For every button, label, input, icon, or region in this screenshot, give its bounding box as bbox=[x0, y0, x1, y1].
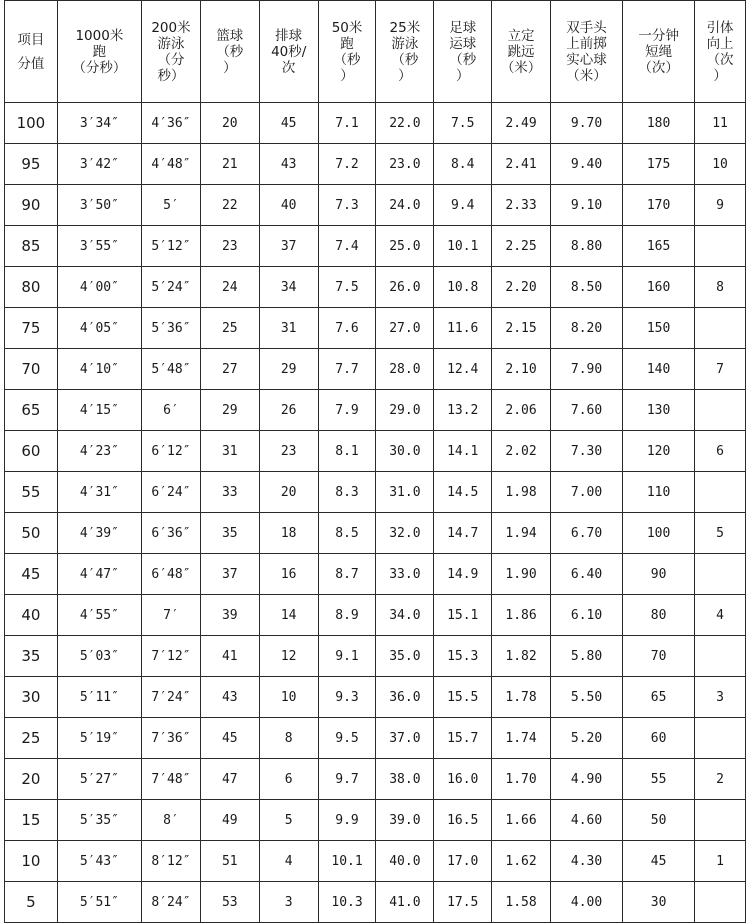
cell-50m-run: 9.1 bbox=[318, 636, 376, 677]
cell-jump-rope: 160 bbox=[623, 267, 695, 308]
table-row bbox=[5, 267, 746, 308]
cell-1000m-run: 5′51″ bbox=[57, 882, 141, 923]
cell-jump-rope: 90 bbox=[623, 554, 695, 595]
cell-standing-long-jump: 2.33 bbox=[492, 185, 551, 226]
cell-football-dribble: 15.1 bbox=[434, 595, 492, 636]
cell-score: 50 bbox=[5, 513, 58, 554]
cell-25m-swim: 41.0 bbox=[376, 882, 434, 923]
cell-jump-rope: 165 bbox=[623, 226, 695, 267]
cell-jump-rope: 70 bbox=[623, 636, 695, 677]
header-jump-rope: 一分钟 短绳 （次） bbox=[623, 1, 695, 103]
header-item-score: 项目 分值 bbox=[5, 1, 58, 103]
cell-50m-run: 10.1 bbox=[318, 841, 376, 882]
cell-200m-swim: 6′24″ bbox=[142, 472, 201, 513]
header-volleyball: 排球 40秒/ 次 bbox=[259, 1, 318, 103]
cell-score: 15 bbox=[5, 800, 58, 841]
cell-score: 35 bbox=[5, 636, 58, 677]
table-row bbox=[5, 800, 746, 841]
header-basketball: 篮球 （秒 ） bbox=[200, 1, 259, 103]
cell-medicine-ball-throw: 5.80 bbox=[551, 636, 623, 677]
header-200m-swim: 200米 游泳 （分 秒） bbox=[142, 1, 201, 103]
cell-medicine-ball-throw: 4.60 bbox=[551, 800, 623, 841]
header-pull-up: 引体 向上 （次 ） bbox=[695, 1, 746, 103]
cell-volleyball: 18 bbox=[259, 513, 318, 554]
table-row bbox=[5, 718, 746, 759]
table-row bbox=[5, 226, 746, 267]
cell-medicine-ball-throw: 6.10 bbox=[551, 595, 623, 636]
cell-50m-run: 8.3 bbox=[318, 472, 376, 513]
cell-score: 95 bbox=[5, 144, 58, 185]
cell-200m-swim: 8′12″ bbox=[142, 841, 201, 882]
cell-basketball: 21 bbox=[200, 144, 259, 185]
cell-200m-swim: 6′36″ bbox=[142, 513, 201, 554]
table-row bbox=[5, 185, 746, 226]
cell-standing-long-jump: 1.94 bbox=[492, 513, 551, 554]
cell-50m-run: 8.5 bbox=[318, 513, 376, 554]
table-body bbox=[5, 103, 746, 923]
header-25m-swim: 25米 游泳 （秒 ） bbox=[376, 1, 434, 103]
cell-score: 20 bbox=[5, 759, 58, 800]
cell-pull-up bbox=[695, 308, 746, 349]
cell-1000m-run: 4′31″ bbox=[57, 472, 141, 513]
cell-pull-up bbox=[695, 472, 746, 513]
table-row bbox=[5, 595, 746, 636]
cell-50m-run: 8.9 bbox=[318, 595, 376, 636]
cell-medicine-ball-throw: 6.70 bbox=[551, 513, 623, 554]
table-row bbox=[5, 144, 746, 185]
cell-1000m-run: 5′35″ bbox=[57, 800, 141, 841]
cell-football-dribble: 17.5 bbox=[434, 882, 492, 923]
table-row bbox=[5, 841, 746, 882]
cell-basketball: 23 bbox=[200, 226, 259, 267]
cell-200m-swim: 5′24″ bbox=[142, 267, 201, 308]
cell-volleyball: 3 bbox=[259, 882, 318, 923]
cell-pull-up bbox=[695, 636, 746, 677]
cell-25m-swim: 31.0 bbox=[376, 472, 434, 513]
cell-volleyball: 12 bbox=[259, 636, 318, 677]
cell-score: 5 bbox=[5, 882, 58, 923]
cell-standing-long-jump: 2.20 bbox=[492, 267, 551, 308]
cell-jump-rope: 140 bbox=[623, 349, 695, 390]
cell-200m-swim: 7′ bbox=[142, 595, 201, 636]
cell-25m-swim: 30.0 bbox=[376, 431, 434, 472]
cell-200m-swim: 5′12″ bbox=[142, 226, 201, 267]
cell-medicine-ball-throw: 7.60 bbox=[551, 390, 623, 431]
cell-standing-long-jump: 1.82 bbox=[492, 636, 551, 677]
header-row bbox=[5, 1, 746, 103]
cell-50m-run: 9.9 bbox=[318, 800, 376, 841]
cell-score: 90 bbox=[5, 185, 58, 226]
cell-200m-swim: 7′36″ bbox=[142, 718, 201, 759]
cell-25m-swim: 39.0 bbox=[376, 800, 434, 841]
cell-standing-long-jump: 1.98 bbox=[492, 472, 551, 513]
header-football-dribble: 足球 运球 （秒 ） bbox=[434, 1, 492, 103]
cell-25m-swim: 29.0 bbox=[376, 390, 434, 431]
cell-basketball: 37 bbox=[200, 554, 259, 595]
cell-pull-up: 9 bbox=[695, 185, 746, 226]
cell-score: 25 bbox=[5, 718, 58, 759]
cell-200m-swim: 4′36″ bbox=[142, 103, 201, 144]
cell-50m-run: 7.2 bbox=[318, 144, 376, 185]
cell-jump-rope: 120 bbox=[623, 431, 695, 472]
cell-score: 70 bbox=[5, 349, 58, 390]
header-50m-run: 50米 跑 （秒 ） bbox=[318, 1, 376, 103]
cell-volleyball: 6 bbox=[259, 759, 318, 800]
cell-medicine-ball-throw: 9.40 bbox=[551, 144, 623, 185]
cell-volleyball: 34 bbox=[259, 267, 318, 308]
cell-football-dribble: 15.5 bbox=[434, 677, 492, 718]
cell-volleyball: 10 bbox=[259, 677, 318, 718]
cell-1000m-run: 5′27″ bbox=[57, 759, 141, 800]
table-row bbox=[5, 636, 746, 677]
cell-25m-swim: 28.0 bbox=[376, 349, 434, 390]
cell-50m-run: 8.1 bbox=[318, 431, 376, 472]
cell-25m-swim: 33.0 bbox=[376, 554, 434, 595]
cell-1000m-run: 3′50″ bbox=[57, 185, 141, 226]
cell-pull-up: 10 bbox=[695, 144, 746, 185]
cell-1000m-run: 4′47″ bbox=[57, 554, 141, 595]
cell-50m-run: 7.5 bbox=[318, 267, 376, 308]
cell-pull-up bbox=[695, 226, 746, 267]
cell-basketball: 45 bbox=[200, 718, 259, 759]
cell-basketball: 29 bbox=[200, 390, 259, 431]
cell-volleyball: 26 bbox=[259, 390, 318, 431]
cell-200m-swim: 6′ bbox=[142, 390, 201, 431]
cell-score: 80 bbox=[5, 267, 58, 308]
cell-25m-swim: 36.0 bbox=[376, 677, 434, 718]
cell-1000m-run: 4′00″ bbox=[57, 267, 141, 308]
cell-medicine-ball-throw: 8.50 bbox=[551, 267, 623, 308]
cell-basketball: 20 bbox=[200, 103, 259, 144]
cell-50m-run: 7.7 bbox=[318, 349, 376, 390]
cell-standing-long-jump: 2.41 bbox=[492, 144, 551, 185]
cell-50m-run: 7.4 bbox=[318, 226, 376, 267]
cell-volleyball: 29 bbox=[259, 349, 318, 390]
cell-basketball: 25 bbox=[200, 308, 259, 349]
cell-50m-run: 7.3 bbox=[318, 185, 376, 226]
cell-25m-swim: 27.0 bbox=[376, 308, 434, 349]
cell-200m-swim: 5′36″ bbox=[142, 308, 201, 349]
table-header bbox=[5, 1, 746, 103]
cell-score: 60 bbox=[5, 431, 58, 472]
cell-score: 30 bbox=[5, 677, 58, 718]
table-row bbox=[5, 390, 746, 431]
cell-volleyball: 45 bbox=[259, 103, 318, 144]
header-standing-long-jump: 立定 跳远 （米） bbox=[492, 1, 551, 103]
cell-football-dribble: 16.5 bbox=[434, 800, 492, 841]
cell-25m-swim: 23.0 bbox=[376, 144, 434, 185]
cell-jump-rope: 180 bbox=[623, 103, 695, 144]
cell-200m-swim: 7′12″ bbox=[142, 636, 201, 677]
cell-standing-long-jump: 1.86 bbox=[492, 595, 551, 636]
cell-standing-long-jump: 1.62 bbox=[492, 841, 551, 882]
cell-25m-swim: 22.0 bbox=[376, 103, 434, 144]
cell-volleyball: 40 bbox=[259, 185, 318, 226]
cell-1000m-run: 4′23″ bbox=[57, 431, 141, 472]
cell-pull-up: 4 bbox=[695, 595, 746, 636]
cell-football-dribble: 16.0 bbox=[434, 759, 492, 800]
cell-score: 45 bbox=[5, 554, 58, 595]
cell-jump-rope: 30 bbox=[623, 882, 695, 923]
cell-basketball: 35 bbox=[200, 513, 259, 554]
cell-volleyball: 8 bbox=[259, 718, 318, 759]
cell-medicine-ball-throw: 9.10 bbox=[551, 185, 623, 226]
cell-basketball: 49 bbox=[200, 800, 259, 841]
cell-basketball: 31 bbox=[200, 431, 259, 472]
cell-200m-swim: 4′48″ bbox=[142, 144, 201, 185]
cell-volleyball: 14 bbox=[259, 595, 318, 636]
cell-basketball: 51 bbox=[200, 841, 259, 882]
table-row bbox=[5, 677, 746, 718]
cell-1000m-run: 5′11″ bbox=[57, 677, 141, 718]
cell-pull-up bbox=[695, 800, 746, 841]
cell-jump-rope: 175 bbox=[623, 144, 695, 185]
cell-25m-swim: 32.0 bbox=[376, 513, 434, 554]
cell-standing-long-jump: 1.90 bbox=[492, 554, 551, 595]
cell-50m-run: 9.3 bbox=[318, 677, 376, 718]
cell-jump-rope: 150 bbox=[623, 308, 695, 349]
cell-pull-up bbox=[695, 882, 746, 923]
cell-50m-run: 9.7 bbox=[318, 759, 376, 800]
cell-football-dribble: 15.7 bbox=[434, 718, 492, 759]
cell-pull-up: 1 bbox=[695, 841, 746, 882]
score-table bbox=[4, 0, 746, 923]
cell-football-dribble: 14.1 bbox=[434, 431, 492, 472]
cell-football-dribble: 8.4 bbox=[434, 144, 492, 185]
cell-football-dribble: 10.8 bbox=[434, 267, 492, 308]
cell-25m-swim: 38.0 bbox=[376, 759, 434, 800]
cell-basketball: 41 bbox=[200, 636, 259, 677]
cell-medicine-ball-throw: 7.30 bbox=[551, 431, 623, 472]
table-row bbox=[5, 882, 746, 923]
cell-standing-long-jump: 2.49 bbox=[492, 103, 551, 144]
cell-1000m-run: 4′10″ bbox=[57, 349, 141, 390]
cell-1000m-run: 3′42″ bbox=[57, 144, 141, 185]
table-row bbox=[5, 349, 746, 390]
cell-25m-swim: 26.0 bbox=[376, 267, 434, 308]
table-row bbox=[5, 103, 746, 144]
cell-pull-up bbox=[695, 554, 746, 595]
cell-pull-up: 8 bbox=[695, 267, 746, 308]
cell-football-dribble: 9.4 bbox=[434, 185, 492, 226]
cell-volleyball: 23 bbox=[259, 431, 318, 472]
cell-medicine-ball-throw: 9.70 bbox=[551, 103, 623, 144]
cell-basketball: 43 bbox=[200, 677, 259, 718]
cell-jump-rope: 80 bbox=[623, 595, 695, 636]
cell-jump-rope: 110 bbox=[623, 472, 695, 513]
cell-jump-rope: 45 bbox=[623, 841, 695, 882]
cell-jump-rope: 60 bbox=[623, 718, 695, 759]
cell-pull-up: 7 bbox=[695, 349, 746, 390]
cell-pull-up: 6 bbox=[695, 431, 746, 472]
cell-50m-run: 8.7 bbox=[318, 554, 376, 595]
cell-standing-long-jump: 1.70 bbox=[492, 759, 551, 800]
cell-jump-rope: 170 bbox=[623, 185, 695, 226]
cell-medicine-ball-throw: 4.30 bbox=[551, 841, 623, 882]
cell-pull-up bbox=[695, 718, 746, 759]
cell-standing-long-jump: 2.25 bbox=[492, 226, 551, 267]
cell-200m-swim: 7′48″ bbox=[142, 759, 201, 800]
cell-50m-run: 7.6 bbox=[318, 308, 376, 349]
table-row bbox=[5, 759, 746, 800]
cell-pull-up bbox=[695, 390, 746, 431]
cell-200m-swim: 6′12″ bbox=[142, 431, 201, 472]
cell-medicine-ball-throw: 4.00 bbox=[551, 882, 623, 923]
cell-volleyball: 20 bbox=[259, 472, 318, 513]
cell-medicine-ball-throw: 5.20 bbox=[551, 718, 623, 759]
cell-standing-long-jump: 2.06 bbox=[492, 390, 551, 431]
cell-pull-up: 11 bbox=[695, 103, 746, 144]
cell-volleyball: 5 bbox=[259, 800, 318, 841]
table-row bbox=[5, 472, 746, 513]
cell-score: 55 bbox=[5, 472, 58, 513]
cell-score: 65 bbox=[5, 390, 58, 431]
cell-standing-long-jump: 1.78 bbox=[492, 677, 551, 718]
cell-pull-up: 5 bbox=[695, 513, 746, 554]
cell-25m-swim: 34.0 bbox=[376, 595, 434, 636]
cell-25m-swim: 37.0 bbox=[376, 718, 434, 759]
cell-medicine-ball-throw: 7.00 bbox=[551, 472, 623, 513]
cell-volleyball: 37 bbox=[259, 226, 318, 267]
cell-1000m-run: 4′55″ bbox=[57, 595, 141, 636]
cell-jump-rope: 130 bbox=[623, 390, 695, 431]
cell-basketball: 24 bbox=[200, 267, 259, 308]
cell-football-dribble: 11.6 bbox=[434, 308, 492, 349]
cell-25m-swim: 35.0 bbox=[376, 636, 434, 677]
cell-medicine-ball-throw: 8.80 bbox=[551, 226, 623, 267]
cell-volleyball: 4 bbox=[259, 841, 318, 882]
table-row bbox=[5, 554, 746, 595]
cell-1000m-run: 3′34″ bbox=[57, 103, 141, 144]
cell-standing-long-jump: 2.10 bbox=[492, 349, 551, 390]
cell-basketball: 47 bbox=[200, 759, 259, 800]
cell-200m-swim: 8′24″ bbox=[142, 882, 201, 923]
cell-football-dribble: 7.5 bbox=[434, 103, 492, 144]
cell-25m-swim: 24.0 bbox=[376, 185, 434, 226]
cell-medicine-ball-throw: 8.20 bbox=[551, 308, 623, 349]
table-row bbox=[5, 431, 746, 472]
cell-200m-swim: 6′48″ bbox=[142, 554, 201, 595]
cell-jump-rope: 55 bbox=[623, 759, 695, 800]
cell-score: 10 bbox=[5, 841, 58, 882]
cell-200m-swim: 5′48″ bbox=[142, 349, 201, 390]
cell-pull-up: 3 bbox=[695, 677, 746, 718]
cell-200m-swim: 5′ bbox=[142, 185, 201, 226]
table-row bbox=[5, 513, 746, 554]
cell-volleyball: 43 bbox=[259, 144, 318, 185]
cell-standing-long-jump: 2.15 bbox=[492, 308, 551, 349]
cell-50m-run: 7.1 bbox=[318, 103, 376, 144]
cell-basketball: 27 bbox=[200, 349, 259, 390]
cell-score: 85 bbox=[5, 226, 58, 267]
cell-1000m-run: 4′05″ bbox=[57, 308, 141, 349]
cell-1000m-run: 5′43″ bbox=[57, 841, 141, 882]
cell-jump-rope: 65 bbox=[623, 677, 695, 718]
cell-50m-run: 10.3 bbox=[318, 882, 376, 923]
cell-medicine-ball-throw: 5.50 bbox=[551, 677, 623, 718]
cell-standing-long-jump: 2.02 bbox=[492, 431, 551, 472]
cell-football-dribble: 14.5 bbox=[434, 472, 492, 513]
cell-jump-rope: 50 bbox=[623, 800, 695, 841]
cell-200m-swim: 8′ bbox=[142, 800, 201, 841]
cell-standing-long-jump: 1.58 bbox=[492, 882, 551, 923]
cell-pull-up: 2 bbox=[695, 759, 746, 800]
cell-football-dribble: 12.4 bbox=[434, 349, 492, 390]
cell-200m-swim: 7′24″ bbox=[142, 677, 201, 718]
cell-1000m-run: 5′19″ bbox=[57, 718, 141, 759]
cell-basketball: 33 bbox=[200, 472, 259, 513]
cell-football-dribble: 13.2 bbox=[434, 390, 492, 431]
cell-score: 100 bbox=[5, 103, 58, 144]
cell-volleyball: 16 bbox=[259, 554, 318, 595]
table-row bbox=[5, 308, 746, 349]
cell-score: 40 bbox=[5, 595, 58, 636]
cell-standing-long-jump: 1.74 bbox=[492, 718, 551, 759]
cell-standing-long-jump: 1.66 bbox=[492, 800, 551, 841]
cell-volleyball: 31 bbox=[259, 308, 318, 349]
cell-football-dribble: 10.1 bbox=[434, 226, 492, 267]
cell-basketball: 22 bbox=[200, 185, 259, 226]
cell-football-dribble: 15.3 bbox=[434, 636, 492, 677]
cell-jump-rope: 100 bbox=[623, 513, 695, 554]
cell-score: 75 bbox=[5, 308, 58, 349]
header-medicine-ball-throw: 双手头 上前掷 实心球 （米） bbox=[551, 1, 623, 103]
cell-medicine-ball-throw: 7.90 bbox=[551, 349, 623, 390]
cell-25m-swim: 25.0 bbox=[376, 226, 434, 267]
cell-football-dribble: 14.9 bbox=[434, 554, 492, 595]
cell-50m-run: 9.5 bbox=[318, 718, 376, 759]
cell-medicine-ball-throw: 4.90 bbox=[551, 759, 623, 800]
cell-1000m-run: 5′03″ bbox=[57, 636, 141, 677]
cell-25m-swim: 40.0 bbox=[376, 841, 434, 882]
cell-50m-run: 7.9 bbox=[318, 390, 376, 431]
header-1000m-run: 1000米 跑 （分秒） bbox=[57, 1, 141, 103]
cell-1000m-run: 4′39″ bbox=[57, 513, 141, 554]
cell-basketball: 39 bbox=[200, 595, 259, 636]
cell-1000m-run: 3′55″ bbox=[57, 226, 141, 267]
cell-football-dribble: 17.0 bbox=[434, 841, 492, 882]
cell-football-dribble: 14.7 bbox=[434, 513, 492, 554]
cell-1000m-run: 4′15″ bbox=[57, 390, 141, 431]
cell-basketball: 53 bbox=[200, 882, 259, 923]
cell-medicine-ball-throw: 6.40 bbox=[551, 554, 623, 595]
